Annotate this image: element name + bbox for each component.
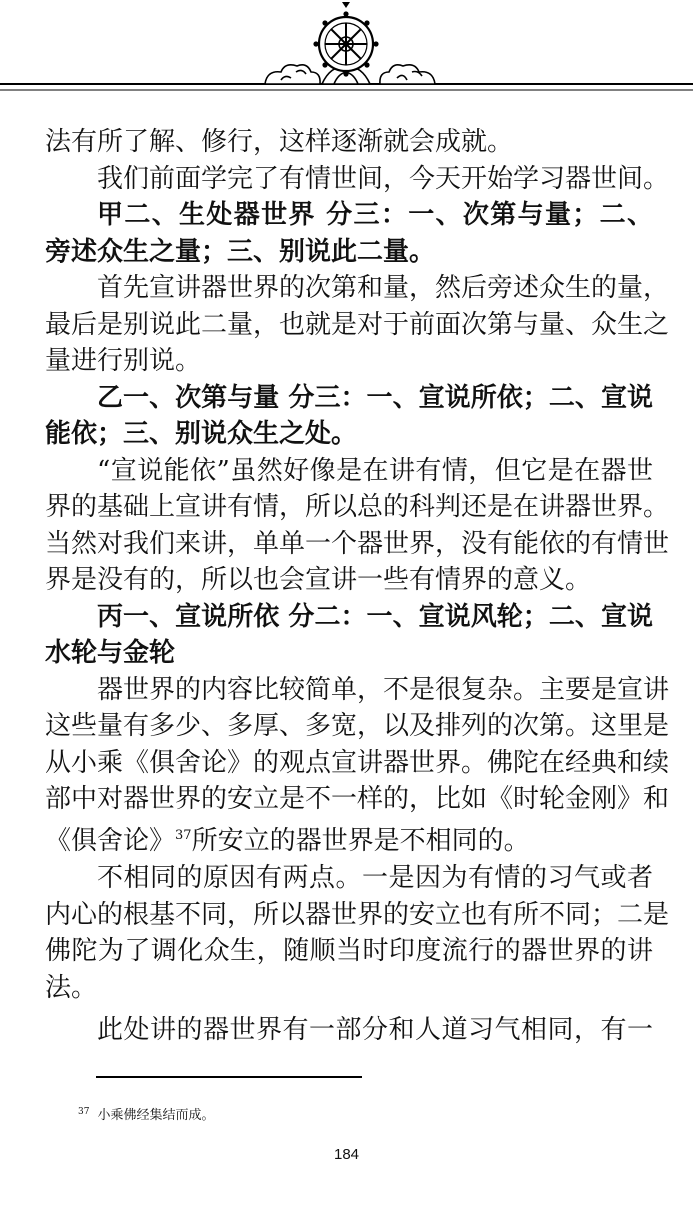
dharma-wheel-icon [313,2,378,77]
body-text-line: 这些量有多少、多厚、多宽，以及排列的次第。这里是 [45,711,670,741]
body-text-line: 界的基础上宣讲有情，所以总的科判还是在讲器世界。 [45,492,670,522]
section-heading-line: 能依；三、别说众生之处。 [45,419,358,449]
body-text-line: 首先宣讲器世界的次第和量，然后旁述众生的量， [97,273,670,303]
body-text-line: “宣说能依”虽然好像是在讲有情，但它是在器世 [97,455,653,486]
body-text-line: 不相同的原因有两点。一是因为有情的习气或者 [97,863,653,893]
page-body [45,124,670,1049]
section-heading-line: 水轮与金轮 [45,638,176,668]
body-text-line: 部中对器世界的安立是不一样的，比如《时轮金刚》和 [45,784,670,814]
header-ornament-graphic [0,0,693,110]
body-text-segment: 所安立的器世界是不相同的。 [191,825,530,856]
body-text-line: 法有所了解、修行，这样逐渐就会成就。 [45,127,514,157]
footnote-number: 37 [78,1107,90,1117]
body-text-line: 量进行别说。 [45,346,202,376]
body-text-line: 当然对我们来讲，单单一个器世界，没有能依的有情世 [45,528,670,559]
footnote-divider [96,1076,362,1078]
body-text-line: 内心的根基不同，所以器世界的安立也有所不同；二是 [45,899,670,930]
footnote-reference[interactable]: 37 [175,827,192,843]
footnote [78,1104,214,1123]
body-text-line: 此处讲的器世界有一部分和人道习气相同，有一 [97,1015,653,1045]
body-text-line: 最后是别说此二量，也就是对于前面次第与量、众生之 [45,309,670,340]
section-heading-line: 丙一、宣说所依 分二：一、宣说风轮；二、宣说 [97,601,653,632]
body-text-line: 从小乘《俱舍论》的观点宣讲器世界。佛陀在经典和续 [45,747,670,778]
section-heading-line: 旁述众生之量；三、别说此二量。 [45,236,436,267]
left-cloud-icon [265,65,320,84]
body-text-line: 我们前面学完了有情世间，今天开始学习器世间。 [97,163,670,194]
section-heading-line: 乙一、次第与量 分三：一、宣说所依；二、宣说 [97,382,653,413]
section-heading-line: 甲二、生处器世界 分三：一、次第与量；二、 [97,200,653,230]
body-text-line [45,818,653,855]
footnote-text: 小乘佛经集结而成。 [97,1108,215,1123]
body-text-line: 法。 [45,972,98,1003]
body-text-line: 佛陀为了调化众生，随顺当时印度流行的器世界的讲 [45,936,653,966]
page-header-ornament [0,0,693,110]
right-cloud-icon [380,65,435,84]
page-number: 184 [333,1146,360,1163]
body-text-line: 器世界的内容比较简单，不是很复杂。主要是宣讲 [97,674,670,705]
book-title-text: 《俱舍论》 [45,825,176,856]
body-text-line: 界是没有的，所以也会宣讲一些有情界的意义。 [45,565,592,595]
